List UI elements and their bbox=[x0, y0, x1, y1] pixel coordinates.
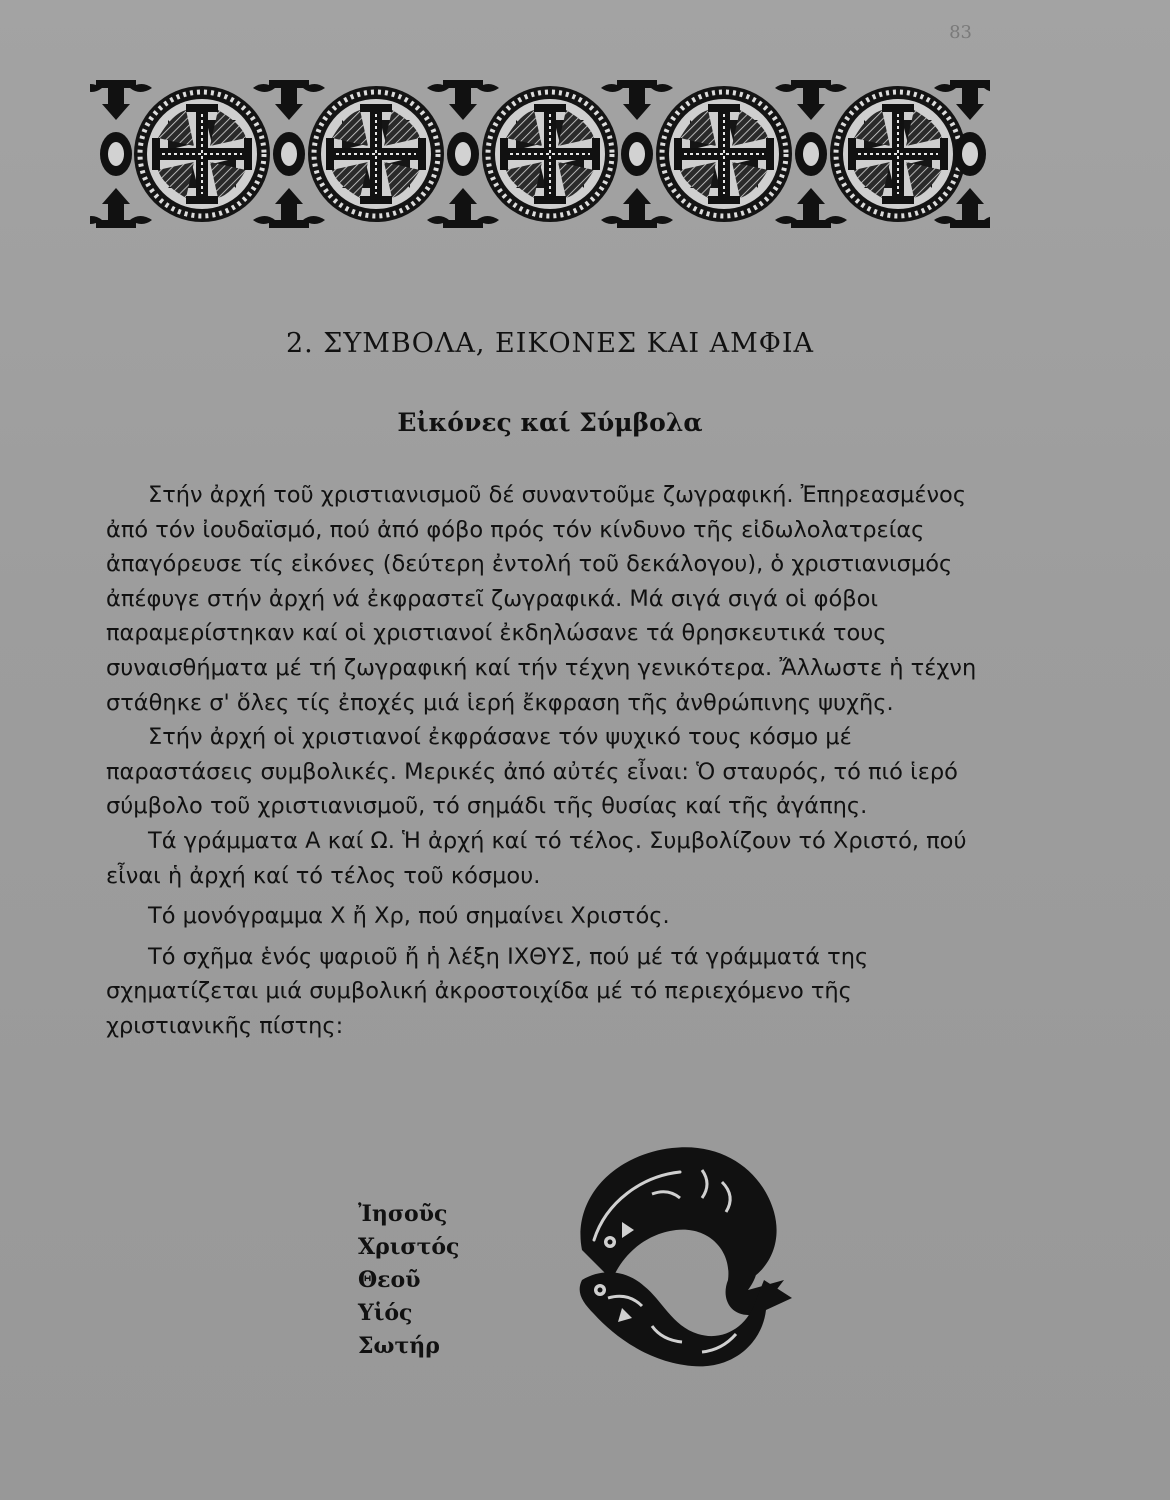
subheading: Εἰκόνες καί Σύμβολα bbox=[397, 408, 703, 437]
acrostic-line: Θεοῦ bbox=[358, 1267, 421, 1293]
page-number: 83 bbox=[949, 22, 972, 43]
byzantine-cross-band-icon bbox=[90, 80, 990, 228]
two-fish-icon bbox=[552, 1130, 802, 1380]
acrostic-line: Ἰησοῦς bbox=[358, 1201, 448, 1227]
section-heading: 2. ΣΥΜΒΟΛΑ, ΕΙΚΟΝΕΣ ΚΑΙ ΑΜΦΙΑ bbox=[285, 328, 815, 359]
paragraph: Στήν ἀρχή οἱ χριστιανοί ἐκφράσανε τόν ψυχικό τους κόσμο μέ παραστάσεις συμβολικές. Μερικές ἀπό αὐτές εἶναι: Ὁ σταυρός, τό πιό ἱερό σύμβολο τοῦ χριστιανισμοῦ, τό σημάδι τῆς θυσίας καί τῆς ἀγάπης. bbox=[106, 724, 958, 820]
ichthys-acrostic bbox=[358, 1198, 459, 1363]
body-text bbox=[106, 478, 982, 1044]
paragraph: Τό σχῆμα ἑνός ψαριοῦ ἤ ἡ λέξη ΙΧΘΥΣ, πού μέ τά γράμματά της σχηματίζεται μιά συμβολική ἀκροστοιχίδα μέ τό περιεχόμενο τῆς χριστιανικῆς πίστης: bbox=[106, 943, 869, 1039]
paragraph: Στήν ἀρχή τοῦ χριστιανισμοῦ δέ συναντοῦμε ζωγραφική. Ἐπηρεασμένος ἀπό τόν ἰουδαϊσμό, πού ἀπό φόβο πρός τόν κίνδυνο τῆς εἰδωλολατρείας ἀπαγόρευσε τίς εἰκόνες (δεύτερη ἐντολή τοῦ δεκάλογου), ὁ χριστιανισμός ἀπέφυγε στήν ἀρχή νά ἐκφραστεῖ ζωγραφικά. Μά σιγά σιγά οἱ φόβοι παραμερίστηκαν καί οἱ χριστιανοί ἐκδηλώσανε τά θρησκευτικά τους συναισθήματα μέ τή ζωγραφική καί τήν τέχνη γενικότερα. Ἄλλωστε ἡ τέχνη στάθηκε σ' ὅλες τίς ἐποχές μιά ἱερή ἔκφραση τῆς ἀνθρώπινης ψυχῆς. bbox=[106, 482, 977, 716]
acrostic-line: Υἱός bbox=[358, 1300, 413, 1326]
acrostic-line: Χριστός bbox=[358, 1234, 460, 1260]
paragraph: Τά γράμματα Α καί Ω. Ἡ ἀρχή καί τό τέλος. Συμβολίζουν τό Χριστό, πού εἶναι ἡ ἀρχή καί τό τέλος τοῦ κόσμου. bbox=[106, 827, 967, 889]
paragraph: Τό μονόγραμμα Χ ἤ Χρ, πού σημαίνει Χριστός. bbox=[148, 903, 670, 930]
acrostic-line: Σωτήρ bbox=[358, 1333, 440, 1359]
